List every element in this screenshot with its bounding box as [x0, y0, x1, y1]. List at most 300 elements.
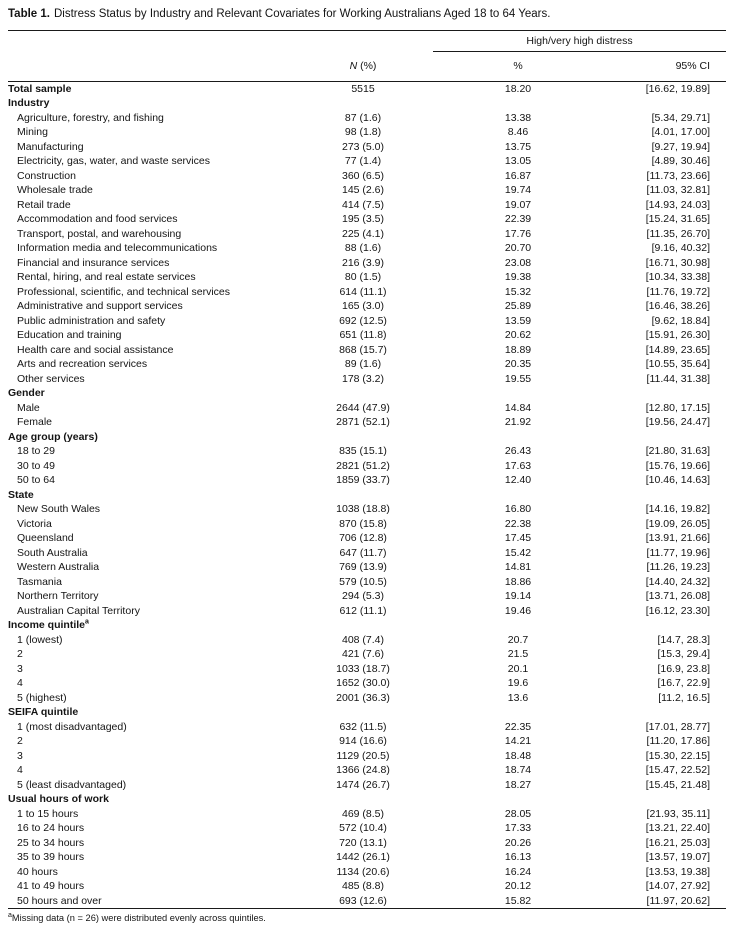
- cell-percent: 19.46: [504, 604, 532, 617]
- cell-n: 145 (2.6): [341, 184, 385, 197]
- cell-ci: [603, 705, 726, 720]
- row-label: 2: [17, 648, 23, 661]
- row-label: Northern Territory: [17, 590, 99, 603]
- cell-percent: 13.05: [504, 155, 532, 168]
- cell-ci: [603, 618, 726, 633]
- cell-n: 77 (1.4): [344, 155, 382, 168]
- cell-n: 868 (15.7): [339, 343, 387, 356]
- cell-n: [293, 792, 433, 807]
- row-label: Arts and recreation services: [17, 358, 148, 371]
- section-row: [8, 705, 726, 720]
- span-header-distress: High/very high distress: [433, 30, 726, 51]
- cell-n: 408 (7.4): [341, 633, 385, 646]
- row-label: 25 to 34 hours: [17, 836, 85, 849]
- cell-ci: [9.62, 18.84]: [651, 314, 710, 327]
- table-row: [8, 198, 726, 213]
- column-header-percent: %: [433, 51, 603, 81]
- cell-n: 1366 (24.8): [336, 764, 390, 777]
- cell-ci: [9.27, 19.94]: [651, 140, 710, 153]
- cell-n: 485 (8.8): [341, 880, 385, 893]
- cell-percent: 20.12: [504, 880, 532, 893]
- cell-n: 98 (1.8): [344, 126, 382, 139]
- table-row: [8, 662, 726, 677]
- table-row: [8, 415, 726, 430]
- cell-ci: [12.80, 17.15]: [645, 401, 710, 414]
- n-italic: N: [349, 59, 358, 72]
- section-row: [8, 488, 726, 503]
- table-row: [8, 589, 726, 604]
- cell-percent: 16.80: [504, 503, 532, 516]
- cell-percent: 14.84: [504, 401, 532, 414]
- cell-percent: [433, 430, 603, 445]
- table-row: [8, 314, 726, 329]
- column-header-label: [8, 51, 293, 81]
- section-row: [8, 96, 726, 111]
- table-row: [8, 850, 726, 865]
- cell-n: 632 (11.5): [339, 720, 387, 733]
- row-label: 4: [17, 764, 23, 777]
- cell-n: [293, 705, 433, 720]
- cell-ci: [13.91, 21.66]: [645, 532, 710, 545]
- cell-n: 614 (11.1): [339, 285, 387, 298]
- cell-ci: [15.76, 19.66]: [645, 459, 710, 472]
- footnote-text: Missing data (n = 26) were distributed evenly across quintiles.: [11, 913, 266, 924]
- table-row: [8, 372, 726, 387]
- row-label: 4: [17, 677, 23, 690]
- table-row: [8, 691, 726, 706]
- cell-n: 89 (1.6): [344, 358, 382, 371]
- cell-percent: 20.35: [504, 358, 532, 371]
- row-label: 41 to 49 hours: [17, 880, 85, 893]
- table-footnote: [8, 913, 726, 924]
- table-row: [8, 357, 726, 372]
- cell-percent: 25.89: [504, 300, 532, 313]
- row-label: Health care and social assistance: [17, 343, 174, 356]
- cell-ci: [11.2, 16.5]: [658, 691, 710, 704]
- cell-percent: 20.62: [504, 329, 532, 342]
- table-row: [8, 633, 726, 648]
- cell-percent: 18.74: [504, 764, 532, 777]
- table-row: [8, 531, 726, 546]
- section-row: [8, 386, 726, 401]
- row-label: 50 hours and over: [17, 894, 102, 907]
- cell-percent: 18.86: [504, 575, 532, 588]
- row-label: Female: [17, 416, 53, 429]
- table-row: [8, 299, 726, 314]
- cell-n: 1129 (20.5): [336, 749, 390, 762]
- table-row: [8, 575, 726, 590]
- table-row: [8, 111, 726, 126]
- cell-ci: [11.03, 32.81]: [646, 184, 710, 197]
- cell-ci: [15.47, 22.52]: [645, 764, 710, 777]
- row-label: Male: [17, 401, 40, 414]
- column-header-n: [293, 51, 433, 81]
- cell-percent: 13.75: [504, 140, 532, 153]
- cell-ci: [14.40, 24.32]: [645, 575, 710, 588]
- cell-ci: [603, 792, 726, 807]
- table-row: [8, 343, 726, 358]
- section-row: [8, 618, 726, 633]
- section-label: Gender: [8, 387, 45, 400]
- cell-ci: [16.9, 23.8]: [657, 662, 710, 675]
- cell-n: 612 (11.1): [339, 604, 387, 617]
- row-label: 1 (lowest): [17, 633, 63, 646]
- table-row: [8, 241, 726, 256]
- row-label: Rental, hiring, and real estate services: [17, 271, 196, 284]
- cell-n: 2001 (36.3): [336, 691, 390, 704]
- row-label: 1 (most disadvantaged): [17, 720, 127, 733]
- cell-ci: [603, 386, 726, 401]
- cell-percent: 13.59: [504, 314, 532, 327]
- cell-ci: [9.16, 40.32]: [651, 242, 710, 255]
- cell-ci: [603, 96, 726, 111]
- cell-percent: 20.1: [507, 662, 529, 675]
- section-label: Industry: [8, 97, 50, 110]
- table-row: [8, 647, 726, 662]
- cell-percent: [433, 386, 603, 401]
- cell-ci: [14.7, 28.3]: [657, 633, 710, 646]
- cell-percent: 20.26: [504, 836, 532, 849]
- cell-ci: [603, 430, 726, 445]
- cell-n: 273 (5.0): [341, 140, 385, 153]
- cell-n: 769 (13.9): [339, 561, 387, 574]
- row-label: South Australia: [17, 546, 88, 559]
- cell-ci: [17.01, 28.77]: [645, 720, 710, 733]
- cell-percent: 8.46: [507, 126, 529, 139]
- cell-n: 195 (3.5): [341, 213, 385, 226]
- cell-n: 2821 (51.2): [336, 459, 390, 472]
- table-row: [8, 473, 726, 488]
- table-row: [8, 560, 726, 575]
- table-row: [8, 212, 726, 227]
- cell-n: 647 (11.7): [339, 546, 387, 559]
- row-label: 30 to 49: [17, 459, 55, 472]
- cell-ci: [21.93, 35.11]: [646, 807, 710, 820]
- cell-percent: 18.20: [504, 82, 532, 95]
- cell-percent: 22.38: [504, 517, 532, 530]
- cell-n: 1859 (33.7): [336, 474, 390, 487]
- table-row: [8, 517, 726, 532]
- distress-table: [8, 30, 726, 910]
- cell-percent: 16.13: [504, 851, 532, 864]
- cell-ci: [11.73, 23.66]: [646, 169, 710, 182]
- table-row: [8, 546, 726, 561]
- row-label: Administrative and support services: [17, 300, 183, 313]
- row-label: Education and training: [17, 329, 122, 342]
- row-label: 35 to 39 hours: [17, 851, 85, 864]
- cell-ci: [19.09, 26.05]: [645, 517, 710, 530]
- cell-n: [293, 618, 433, 633]
- cell-ci: [11.77, 19.96]: [646, 546, 710, 559]
- cell-percent: 15.82: [504, 894, 532, 907]
- cell-n: 835 (15.1): [339, 445, 387, 458]
- cell-n: 693 (12.6): [339, 894, 387, 907]
- table-row: [8, 401, 726, 416]
- cell-ci: [11.35, 26.70]: [646, 227, 710, 240]
- cell-ci: [11.76, 19.72]: [646, 285, 710, 298]
- cell-percent: 28.05: [504, 807, 532, 820]
- cell-percent: 19.07: [504, 198, 532, 211]
- row-label: Total sample: [8, 82, 72, 95]
- cell-ci: [11.97, 20.62]: [646, 894, 710, 907]
- row-label: 50 to 64: [17, 474, 55, 487]
- table-row: [8, 894, 726, 909]
- cell-percent: 17.76: [504, 227, 532, 240]
- cell-percent: [433, 705, 603, 720]
- cell-percent: 23.08: [504, 256, 532, 269]
- cell-n: 421 (7.6): [341, 648, 385, 661]
- cell-n: 1038 (18.8): [336, 503, 390, 516]
- table-row: [8, 81, 726, 96]
- cell-percent: 18.89: [504, 343, 532, 356]
- table-row: [8, 227, 726, 242]
- cell-ci: [14.07, 27.92]: [645, 880, 710, 893]
- cell-ci: [13.57, 19.07]: [645, 851, 710, 864]
- cell-n: [293, 488, 433, 503]
- cell-ci: [13.53, 19.38]: [645, 865, 710, 878]
- row-label: New South Wales: [17, 503, 101, 516]
- cell-n: 360 (6.5): [341, 169, 385, 182]
- cell-ci: [4.01, 17.00]: [651, 126, 710, 139]
- cell-percent: 14.21: [504, 735, 532, 748]
- cell-ci: [11.20, 17.86]: [646, 735, 710, 748]
- table-caption: Distress Status by Industry and Relevant Covariates for Working Australians Aged 18 to 64 Years.: [53, 8, 551, 20]
- table-row: [8, 836, 726, 851]
- row-label: Financial and insurance services: [17, 256, 170, 269]
- cell-n: 165 (3.0): [341, 300, 385, 313]
- cell-n: 225 (4.1): [341, 227, 385, 240]
- row-label: 5 (highest): [17, 691, 67, 704]
- cell-percent: 19.14: [504, 590, 532, 603]
- cell-n: 1033 (18.7): [336, 662, 390, 675]
- cell-n: 706 (12.8): [339, 532, 387, 545]
- cell-ci: [10.46, 14.63]: [645, 474, 710, 487]
- table-row: [8, 778, 726, 793]
- n-rest: (%): [357, 59, 377, 72]
- cell-n: 870 (15.8): [339, 517, 387, 530]
- cell-n: 572 (10.4): [339, 822, 387, 835]
- section-label: Age group (years): [8, 430, 98, 443]
- cell-percent: 16.87: [504, 169, 532, 182]
- cell-percent: 21.92: [504, 416, 532, 429]
- table-row: [8, 183, 726, 198]
- cell-ci: [10.55, 35.64]: [645, 358, 710, 371]
- cell-ci: [16.71, 30.98]: [645, 256, 710, 269]
- cell-n: 80 (1.5): [344, 271, 382, 284]
- row-label: Victoria: [17, 517, 52, 530]
- table-row: [8, 676, 726, 691]
- cell-n: 914 (16.6): [339, 735, 387, 748]
- cell-n: 2871 (52.1): [336, 416, 390, 429]
- section-label: State: [8, 488, 34, 501]
- row-label: Electricity, gas, water, and waste services: [17, 155, 210, 168]
- row-label: 40 hours: [17, 865, 58, 878]
- cell-n: 1442 (26.1): [336, 851, 390, 864]
- cell-percent: 17.63: [504, 459, 532, 472]
- cell-percent: 15.32: [504, 285, 532, 298]
- cell-percent: 14.81: [504, 561, 532, 574]
- table-row: [8, 459, 726, 474]
- cell-percent: 20.70: [504, 242, 532, 255]
- row-label: Manufacturing: [17, 140, 84, 153]
- table-title: [8, 7, 726, 23]
- section-label: SEIFA quintile: [8, 706, 79, 719]
- cell-percent: [433, 618, 603, 633]
- cell-n: 1474 (26.7): [336, 778, 390, 791]
- row-label: Agriculture, forestry, and fishing: [17, 111, 164, 124]
- cell-percent: 22.39: [504, 213, 532, 226]
- row-label: Information media and telecommunications: [17, 242, 218, 255]
- table-row: [8, 502, 726, 517]
- cell-percent: 18.27: [504, 778, 532, 791]
- cell-ci: [14.89, 23.65]: [645, 343, 710, 356]
- footnote-marker: a: [8, 911, 12, 919]
- table-row: [8, 821, 726, 836]
- cell-ci: [14.16, 19.82]: [645, 503, 710, 516]
- row-label: Australian Capital Territory: [17, 604, 140, 617]
- row-label: 1 to 15 hours: [17, 807, 79, 820]
- cell-n: 469 (8.5): [341, 807, 385, 820]
- cell-percent: [433, 792, 603, 807]
- cell-n: 579 (10.5): [339, 575, 387, 588]
- cell-ci: [11.26, 19.23]: [646, 561, 710, 574]
- column-header-ci: 95% CI: [603, 51, 726, 81]
- row-label: Queensland: [17, 532, 74, 545]
- cell-ci: [16.62, 19.89]: [645, 82, 710, 95]
- row-label: 18 to 29: [17, 445, 55, 458]
- cell-ci: [10.34, 33.38]: [645, 271, 710, 284]
- table-row: [8, 444, 726, 459]
- row-label: Tasmania: [17, 575, 62, 588]
- cell-percent: 17.33: [504, 822, 532, 835]
- span-header-spacer: [8, 30, 433, 51]
- cell-ci: [15.45, 21.48]: [645, 778, 710, 791]
- section-row: [8, 792, 726, 807]
- cell-ci: [11.44, 31.38]: [646, 372, 710, 385]
- cell-ci: [4.89, 30.46]: [651, 155, 710, 168]
- cell-n: 5515: [351, 82, 375, 95]
- column-header-row: [8, 51, 726, 81]
- cell-ci: [16.7, 22.9]: [657, 677, 710, 690]
- cell-percent: 18.48: [504, 749, 532, 762]
- cell-n: [293, 386, 433, 401]
- table-number: Table 1.: [8, 8, 50, 20]
- row-label: 5 (least disadvantaged): [17, 778, 127, 791]
- table-row: [8, 720, 726, 735]
- cell-ci: [15.91, 26.30]: [645, 329, 710, 342]
- table-body: [8, 81, 726, 909]
- cell-ci: [15.3, 29.4]: [657, 648, 710, 661]
- cell-n: 294 (5.3): [341, 590, 385, 603]
- row-label: Transport, postal, and warehousing: [17, 227, 182, 240]
- table-row: [8, 270, 726, 285]
- cell-percent: 19.6: [507, 677, 529, 690]
- row-label: Western Australia: [17, 561, 100, 574]
- row-label: 3: [17, 749, 23, 762]
- table-row: [8, 285, 726, 300]
- cell-percent: 13.6: [507, 691, 529, 704]
- cell-n: 178 (3.2): [341, 372, 385, 385]
- table-row: [8, 256, 726, 271]
- table-row: [8, 879, 726, 894]
- row-label: 3: [17, 662, 23, 675]
- table-row: [8, 865, 726, 880]
- cell-n: [293, 96, 433, 111]
- table-row: [8, 807, 726, 822]
- row-label: 2: [17, 735, 23, 748]
- cell-percent: 19.74: [504, 184, 532, 197]
- span-header-row: [8, 30, 726, 51]
- row-label: Wholesale trade: [17, 184, 93, 197]
- cell-ci: [16.12, 23.30]: [645, 604, 710, 617]
- row-label: Accommodation and food services: [17, 213, 178, 226]
- cell-ci: [5.34, 29.71]: [651, 111, 710, 124]
- section-label: Usual hours of work: [8, 793, 109, 806]
- table-row: [8, 763, 726, 778]
- row-label: Construction: [17, 169, 76, 182]
- cell-ci: [603, 488, 726, 503]
- table-row: [8, 169, 726, 184]
- table-row: [8, 749, 726, 764]
- cell-n: 692 (12.5): [339, 314, 387, 327]
- table-row: [8, 734, 726, 749]
- cell-ci: [15.30, 22.15]: [645, 749, 710, 762]
- cell-ci: [13.71, 26.08]: [645, 590, 710, 603]
- cell-ci: [15.24, 31.65]: [645, 213, 710, 226]
- table-row: [8, 328, 726, 343]
- table-header: [8, 30, 726, 81]
- table-row: [8, 604, 726, 619]
- cell-n: [293, 430, 433, 445]
- cell-percent: 19.55: [504, 372, 532, 385]
- section-row: [8, 430, 726, 445]
- cell-n: 2644 (47.9): [336, 401, 390, 414]
- cell-percent: 22.35: [504, 720, 532, 733]
- cell-percent: [433, 96, 603, 111]
- table-row: [8, 154, 726, 169]
- cell-n: 651 (11.8): [339, 329, 387, 342]
- cell-percent: 19.38: [504, 271, 532, 284]
- footnote-reference: a: [85, 618, 89, 626]
- cell-percent: 21.5: [507, 648, 529, 661]
- cell-n: 87 (1.6): [344, 111, 382, 124]
- cell-n: 1652 (30.0): [336, 677, 390, 690]
- cell-percent: 26.43: [504, 445, 532, 458]
- section-label: Income quintile$^a$: [8, 618, 89, 632]
- row-label: 16 to 24 hours: [17, 822, 85, 835]
- cell-ci: [13.21, 22.40]: [645, 822, 710, 835]
- table-row: [8, 140, 726, 155]
- cell-percent: [433, 488, 603, 503]
- cell-n: 216 (3.9): [341, 256, 385, 269]
- cell-n: 1134 (20.6): [336, 865, 390, 878]
- cell-percent: 17.45: [504, 532, 532, 545]
- cell-percent: 12.40: [504, 474, 532, 487]
- cell-n: 88 (1.6): [344, 242, 382, 255]
- cell-ci: [16.46, 38.26]: [645, 300, 710, 313]
- cell-ci: [19.56, 24.47]: [645, 416, 710, 429]
- row-label: Retail trade: [17, 198, 71, 211]
- cell-n: 414 (7.5): [341, 198, 385, 211]
- row-label: Mining: [17, 126, 48, 139]
- cell-percent: 15.42: [504, 546, 532, 559]
- cell-percent: 20.7: [507, 633, 529, 646]
- cell-n: 720 (13.1): [339, 836, 387, 849]
- cell-ci: [14.93, 24.03]: [645, 198, 710, 211]
- cell-percent: 16.24: [504, 865, 532, 878]
- table-row: [8, 125, 726, 140]
- row-label: Public administration and safety: [17, 314, 166, 327]
